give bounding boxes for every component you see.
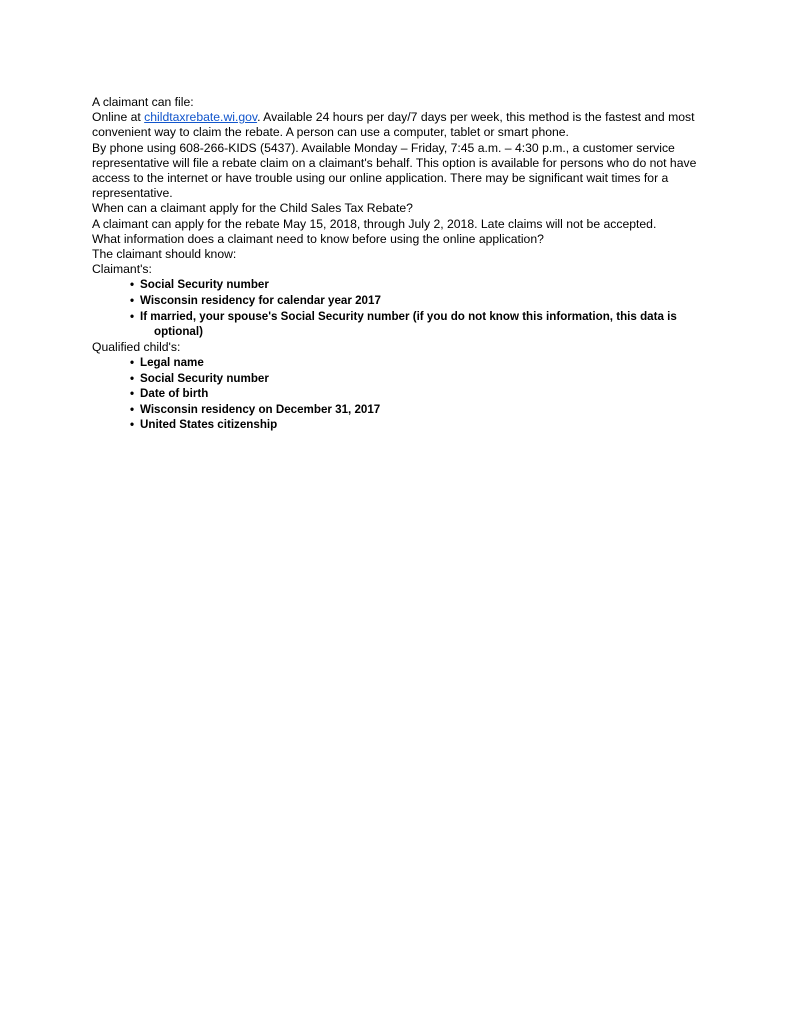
phone-paragraph: By phone using 608-266-KIDS (5437). Available Monday – Friday, 7:45 a.m. – 4:30 p.m., a customer service representative will file a rebate claim on a claimant's behalf. This option is available for persons who do not have access to the internet or have trouble using our online application. There may be significant wait times for a representative. xyxy=(92,140,697,201)
child-list xyxy=(92,355,702,433)
list-item xyxy=(130,309,702,340)
child-heading: Qualified child's: xyxy=(92,339,181,354)
claimant-heading: Claimant's: xyxy=(92,262,152,277)
question-info: What information does a claimant need to know before using the online application? xyxy=(92,231,544,246)
claimant-list xyxy=(92,277,702,339)
list-item: • Wisconsin residency for calendar year 2017 xyxy=(130,293,702,309)
online-suffix: . Available 24 hours per day/7 days per week, this method is the fastest and most convenient way to claim the rebate. A person can use a computer, tablet or smart phone. xyxy=(92,110,695,140)
document-body xyxy=(92,95,702,433)
list-item-continuation: optional) xyxy=(154,325,203,339)
rebate-website-link[interactable]: childtaxrebate.wi.gov xyxy=(144,110,258,125)
answer-when: A claimant can apply for the rebate May 15, 2018, through July 2, 2018. Late claims will not be accepted. xyxy=(92,216,657,231)
list-item: • Social Security number xyxy=(130,277,702,293)
list-item: • Date of birth xyxy=(130,386,702,402)
intro-text: A claimant can file: xyxy=(92,95,194,109)
list-item: • Legal name xyxy=(130,355,702,371)
list-item: • United States citizenship xyxy=(130,417,702,433)
list-item: • Wisconsin residency on December 31, 2017 xyxy=(130,402,702,418)
online-prefix: Online at xyxy=(92,110,145,125)
online-paragraph xyxy=(92,110,702,140)
question-when: When can a claimant apply for the Child Sales Tax Rebate? xyxy=(92,201,413,216)
list-item: • Social Security number xyxy=(130,371,702,387)
should-know-text: The claimant should know: xyxy=(92,247,237,262)
list-item-text: If married, your spouse's Social Security number (if you do not know this information, this data is xyxy=(140,309,677,323)
